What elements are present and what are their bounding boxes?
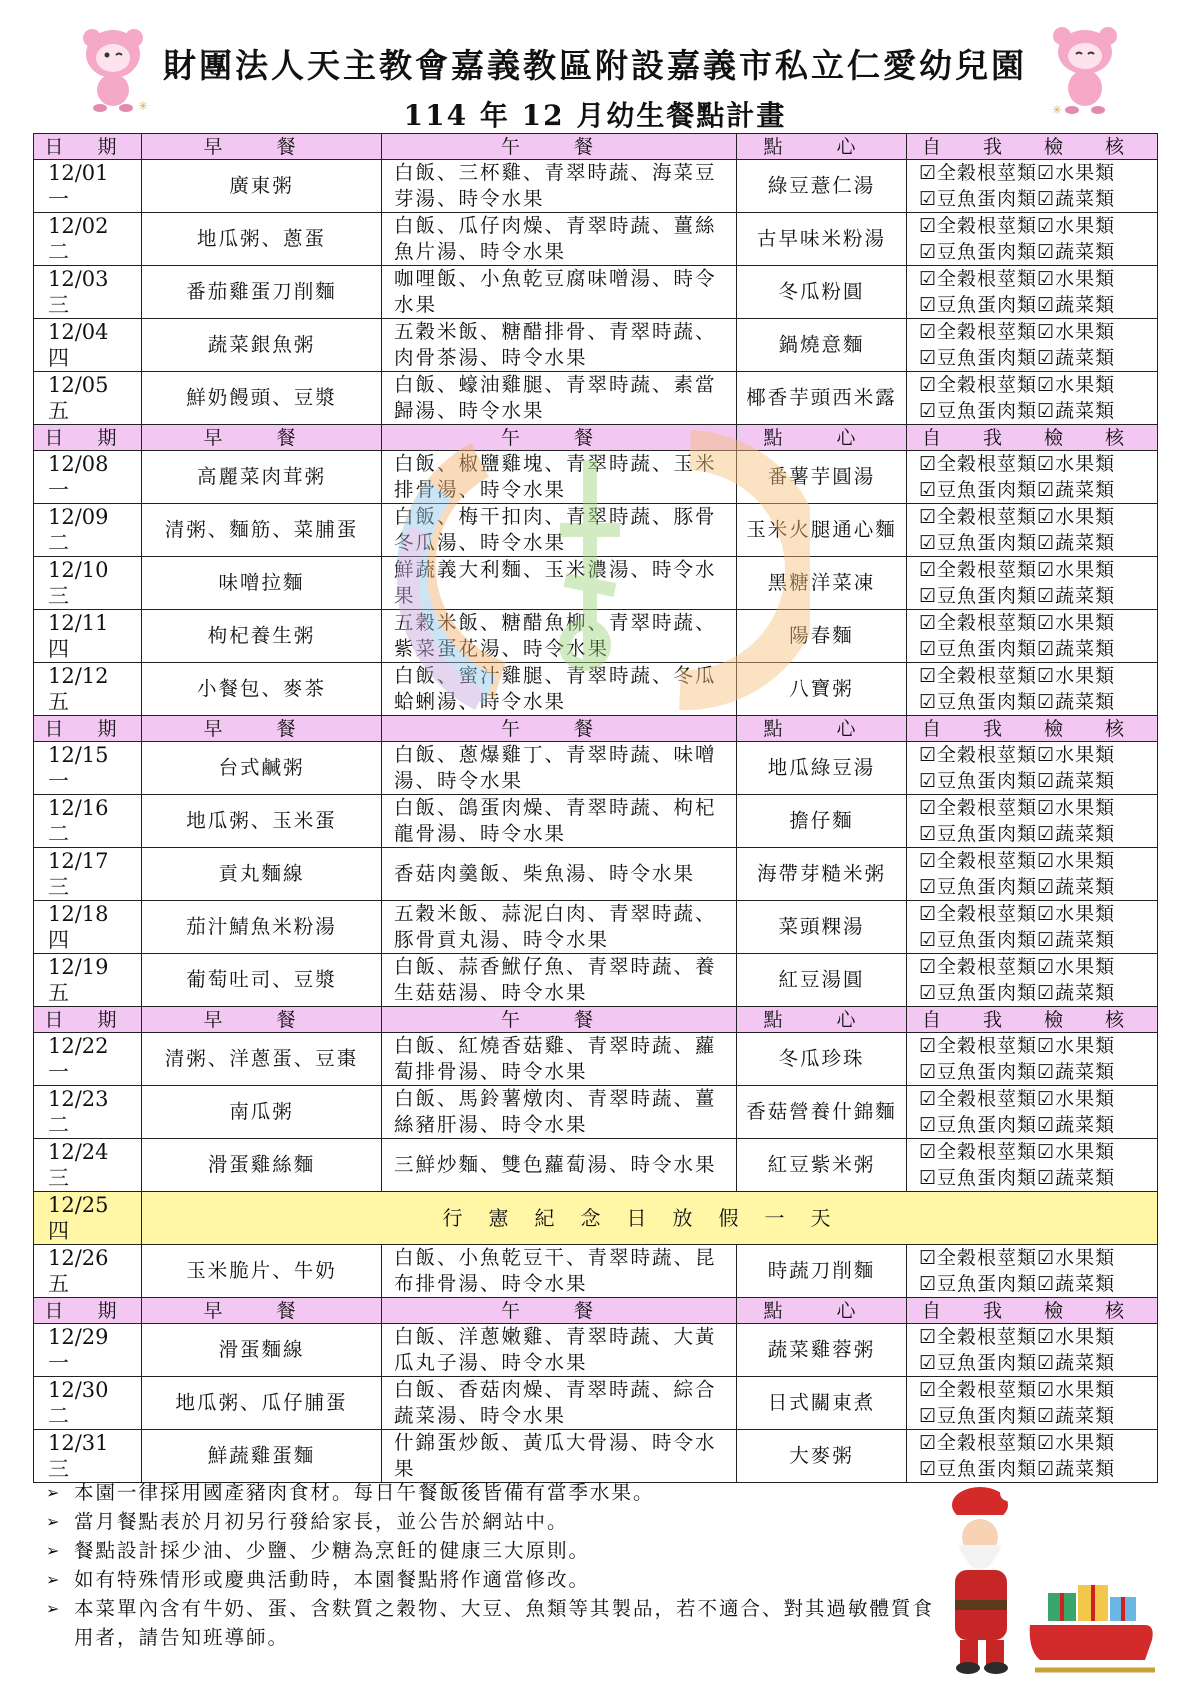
header-breakfast [142,1298,382,1324]
check-line-protein-veg: ☑豆魚蛋肉類☑蔬菜類 [919,1458,1116,1480]
self-check-cell [907,901,1158,954]
self-check-cell [907,1033,1158,1086]
self-check-cell [907,1086,1158,1139]
table-row [34,1086,1158,1139]
date-cell: 12/26 五 [34,1245,142,1298]
header-date [34,425,142,451]
snack-cell: 地瓜綠豆湯 [737,742,907,795]
breakfast-cell: 鮮奶饅頭、豆漿 [142,372,382,425]
header-lunch [382,134,737,160]
snack-cell: 玉米火腿通心麵 [737,504,907,557]
header-lunch-label: 午 餐 [500,426,618,449]
date-cell: 12/17 三 [34,848,142,901]
table-header-row [34,425,1158,451]
check-line-protein-veg: ☑豆魚蛋肉類☑蔬菜類 [919,532,1116,554]
note-text: 本菜單內含有牛奶、蛋、含麩質之穀物、大豆、魚類等其製品，若不適合、對其過敏體質食用者，請告知班導師。 [74,1597,935,1649]
note-item [46,1565,946,1594]
lunch-cell: 三鮮炒麵、雙色蘿蔔湯、時令水果 [382,1139,737,1192]
check-line-protein-veg: ☑豆魚蛋肉類☑蔬菜類 [919,1167,1116,1189]
table-row [34,160,1158,213]
lunch-cell: 白飯、瓜仔肉燥、青翠時蔬、薑絲魚片湯、時令水果 [382,213,737,266]
date-cell: 12/02 二 [34,213,142,266]
table-row [34,213,1158,266]
note-item [46,1536,946,1565]
date-cell: 12/12 五 [34,663,142,716]
arrow-bullet-icon: ➢ [46,1541,62,1560]
check-line-protein-veg: ☑豆魚蛋肉類☑蔬菜類 [919,638,1116,660]
header-date [34,134,142,160]
date-cell: 12/31 三 [34,1430,142,1483]
header-breakfast [142,1007,382,1033]
date-cell: 12/22 一 [34,1033,142,1086]
self-check-cell [907,213,1158,266]
self-check-cell [907,610,1158,663]
self-check-cell [907,795,1158,848]
breakfast-cell: 台式鹹粥 [142,742,382,795]
check-line-protein-veg: ☑豆魚蛋肉類☑蔬菜類 [919,982,1116,1004]
snack-cell: 冬瓜粉圓 [737,266,907,319]
header-snack-label: 點 心 [763,1299,880,1322]
check-line-protein-veg: ☑豆魚蛋肉類☑蔬菜類 [919,347,1116,369]
table-row [34,451,1158,504]
header-check [907,1007,1158,1033]
date-cell: 12/11 四 [34,610,142,663]
breakfast-cell: 味噌拉麵 [142,557,382,610]
header-date-label: 日 期 [44,426,131,449]
pink-sheep-mascot-icon [1050,24,1120,116]
date-cell: 12/04 四 [34,319,142,372]
breakfast-cell: 清粥、洋蔥蛋、豆棗 [142,1033,382,1086]
check-line-grains-fruit: ☑全穀根莖類☑水果類 [919,1035,1116,1057]
header-snack [737,1298,907,1324]
check-line-grains-fruit: ☑全穀根莖類☑水果類 [919,612,1116,634]
date-cell: 12/09 二 [34,504,142,557]
snack-cell: 菜頭粿湯 [737,901,907,954]
breakfast-cell: 滑蛋雞絲麵 [142,1139,382,1192]
plan-title: 114 年 12 月幼生餐點計畫 [403,99,787,132]
header-snack [737,425,907,451]
self-check-cell [907,1245,1158,1298]
page-header [0,0,1190,135]
lunch-cell: 白飯、鴿蛋肉燥、青翠時蔬、枸杞龍骨湯、時令水果 [382,795,737,848]
header-lunch [382,425,737,451]
lunch-cell: 五穀米飯、糖醋魚柳、青翠時蔬、紫菜蛋花湯、時令水果 [382,610,737,663]
table-row [34,372,1158,425]
header-check [907,425,1158,451]
header-snack-label: 點 心 [763,1008,880,1031]
lunch-cell: 咖哩飯、小魚乾豆腐味噌湯、時令水果 [382,266,737,319]
check-line-grains-fruit: ☑全穀根莖類☑水果類 [919,1141,1116,1163]
date-cell: 12/08 一 [34,451,142,504]
snack-cell: 日式關東煮 [737,1377,907,1430]
holiday-text-cell: 行憲紀念日放假一天 [142,1192,1158,1245]
check-line-grains-fruit: ☑全穀根莖類☑水果類 [919,559,1116,581]
snack-cell: 冬瓜珍珠 [737,1033,907,1086]
header-breakfast-label: 早 餐 [203,717,320,740]
table-header-row [34,1298,1158,1324]
header-snack-label: 點 心 [763,717,880,740]
table-row [34,610,1158,663]
check-line-grains-fruit: ☑全穀根莖類☑水果類 [919,506,1116,528]
lunch-cell: 什錦蛋炒飯、黃瓜大骨湯、時令水果 [382,1430,737,1483]
header-breakfast [142,716,382,742]
breakfast-cell: 貢丸麵線 [142,848,382,901]
date-cell: 12/05 五 [34,372,142,425]
table-row [34,1033,1158,1086]
header-breakfast [142,134,382,160]
table-row [34,504,1158,557]
header-lunch-label: 午 餐 [500,135,618,158]
header-lunch [382,1298,737,1324]
breakfast-cell: 蔬菜銀魚粥 [142,319,382,372]
snack-cell: 椰香芋頭西米露 [737,372,907,425]
arrow-bullet-icon: ➢ [46,1512,62,1531]
breakfast-cell: 枸杞養生粥 [142,610,382,663]
table-row [34,901,1158,954]
breakfast-cell: 高麗菜肉茸粥 [142,451,382,504]
header-date [34,1007,142,1033]
check-line-protein-veg: ☑豆魚蛋肉類☑蔬菜類 [919,691,1116,713]
date-cell: 12/01 一 [34,160,142,213]
lunch-cell: 五穀米飯、蒜泥白肉、青翠時蔬、豚骨貢丸湯、時令水果 [382,901,737,954]
check-line-grains-fruit: ☑全穀根莖類☑水果類 [919,1379,1116,1401]
snack-cell: 時蔬刀削麵 [737,1245,907,1298]
notes-list [46,1478,946,1652]
header-date-label: 日 期 [44,1008,131,1031]
header-lunch-label: 午 餐 [500,1008,618,1031]
header-date-label: 日 期 [44,717,131,740]
menu-table [33,133,1158,1483]
date-cell: 12/30 二 [34,1377,142,1430]
header-breakfast-label: 早 餐 [203,426,320,449]
breakfast-cell: 葡萄吐司、豆漿 [142,954,382,1007]
snack-cell: 古早味米粉湯 [737,213,907,266]
lunch-cell: 白飯、蒜香鮲仔魚、青翠時蔬、養生菇菇湯、時令水果 [382,954,737,1007]
check-line-protein-veg: ☑豆魚蛋肉類☑蔬菜類 [919,1061,1116,1083]
header-date [34,1298,142,1324]
lunch-cell: 白飯、紅燒香菇雞、青翠時蔬、蘿蔔排骨湯、時令水果 [382,1033,737,1086]
snack-cell: 大麥粥 [737,1430,907,1483]
header-breakfast-label: 早 餐 [203,1299,320,1322]
header-lunch [382,1007,737,1033]
breakfast-cell: 小餐包、麥茶 [142,663,382,716]
breakfast-cell: 玉米脆片、牛奶 [142,1245,382,1298]
header-check [907,1298,1158,1324]
table-row [34,266,1158,319]
lunch-cell: 白飯、蜜汁雞腿、青翠時蔬、冬瓜蛤蜊湯、時令水果 [382,663,737,716]
header-check-label: 自 我 檢 核 [921,1299,1143,1322]
svg-text:✳: ✳ [138,99,148,112]
header-snack [737,716,907,742]
lunch-cell: 白飯、香菇肉燥、青翠時蔬、綜合蔬菜湯、時令水果 [382,1377,737,1430]
lunch-cell: 白飯、椒鹽雞塊、青翠時蔬、玉米排骨湯、時令水果 [382,451,737,504]
snack-cell: 綠豆薏仁湯 [737,160,907,213]
check-line-grains-fruit: ☑全穀根莖類☑水果類 [919,215,1116,237]
lunch-cell: 鮮蔬義大利麵、玉米濃湯、時令水果 [382,557,737,610]
note-text: 餐點設計採少油、少鹽、少糖為烹飪的健康三大原則。 [74,1539,591,1562]
self-check-cell [907,1139,1158,1192]
check-line-grains-fruit: ☑全穀根莖類☑水果類 [919,162,1116,184]
lunch-cell: 五穀米飯、糖醋排骨、青翠時蔬、肉骨茶湯、時令水果 [382,319,737,372]
org-title: 財團法人天主教會嘉義教區附設嘉義市私立仁愛幼兒園 [163,46,1027,85]
date-cell: 12/15 一 [34,742,142,795]
breakfast-cell: 地瓜粥、瓜仔脯蛋 [142,1377,382,1430]
self-check-cell [907,319,1158,372]
snack-cell: 蔬菜雞蓉粥 [737,1324,907,1377]
check-line-protein-veg: ☑豆魚蛋肉類☑蔬菜類 [919,1405,1116,1427]
check-line-protein-veg: ☑豆魚蛋肉類☑蔬菜類 [919,241,1116,263]
self-check-cell [907,954,1158,1007]
lunch-cell: 香菇肉羹飯、柴魚湯、時令水果 [382,848,737,901]
snack-cell: 香菇營養什錦麵 [737,1086,907,1139]
lunch-cell: 白飯、馬鈴薯燉肉、青翠時蔬、薑絲豬肝湯、時令水果 [382,1086,737,1139]
check-line-protein-veg: ☑豆魚蛋肉類☑蔬菜類 [919,585,1116,607]
self-check-cell [907,557,1158,610]
note-item [46,1507,946,1536]
snack-cell: 紅豆紫米粥 [737,1139,907,1192]
check-line-grains-fruit: ☑全穀根莖類☑水果類 [919,1326,1116,1348]
table-row [34,1324,1158,1377]
snack-cell: 陽春麵 [737,610,907,663]
snack-cell: 番薯芋圓湯 [737,451,907,504]
self-check-cell [907,160,1158,213]
breakfast-cell: 廣東粥 [142,160,382,213]
header-lunch-label: 午 餐 [500,717,618,740]
date-cell: 12/24 三 [34,1139,142,1192]
note-text: 如有特殊情形或慶典活動時，本園餐點將作適當修改。 [74,1568,591,1591]
note-text: 當月餐點表於月初另行發給家長，並公告於網站中。 [74,1510,569,1533]
breakfast-cell: 番茄雞蛋刀削麵 [142,266,382,319]
header-lunch-label: 午 餐 [500,1299,618,1322]
header-check-label: 自 我 檢 核 [921,1008,1143,1031]
lunch-cell: 白飯、洋蔥嫩雞、青翠時蔬、大黃瓜丸子湯、時令水果 [382,1324,737,1377]
check-line-protein-veg: ☑豆魚蛋肉類☑蔬菜類 [919,188,1116,210]
check-line-grains-fruit: ☑全穀根莖類☑水果類 [919,1432,1116,1454]
check-line-protein-veg: ☑豆魚蛋肉類☑蔬菜類 [919,823,1116,845]
header-snack [737,1007,907,1033]
header-check-label: 自 我 檢 核 [921,717,1143,740]
header-date-label: 日 期 [44,1299,131,1322]
check-line-protein-veg: ☑豆魚蛋肉類☑蔬菜類 [919,400,1116,422]
header-check [907,716,1158,742]
lunch-cell: 白飯、蠔油雞腿、青翠時蔬、素當歸湯、時令水果 [382,372,737,425]
header-check [907,134,1158,160]
lunch-cell: 白飯、蔥爆雞丁、青翠時蔬、味噌湯、時令水果 [382,742,737,795]
self-check-cell [907,372,1158,425]
breakfast-cell: 滑蛋麵線 [142,1324,382,1377]
table-row [34,742,1158,795]
table-row [34,795,1158,848]
check-line-grains-fruit: ☑全穀根莖類☑水果類 [919,321,1116,343]
check-line-protein-veg: ☑豆魚蛋肉類☑蔬菜類 [919,479,1116,501]
table-row [34,1377,1158,1430]
table-row [34,1139,1158,1192]
check-line-grains-fruit: ☑全穀根莖類☑水果類 [919,374,1116,396]
check-line-protein-veg: ☑豆魚蛋肉類☑蔬菜類 [919,876,1116,898]
header-check-label: 自 我 檢 核 [921,135,1143,158]
header-snack-label: 點 心 [763,426,880,449]
table-row [34,848,1158,901]
check-line-grains-fruit: ☑全穀根莖類☑水果類 [919,453,1116,475]
check-line-grains-fruit: ☑全穀根莖類☑水果類 [919,744,1116,766]
check-line-grains-fruit: ☑全穀根莖類☑水果類 [919,665,1116,687]
date-cell: 12/29 一 [34,1324,142,1377]
self-check-cell [907,848,1158,901]
table-row [34,663,1158,716]
check-line-grains-fruit: ☑全穀根莖類☑水果類 [919,797,1116,819]
note-item [46,1478,946,1507]
date-cell: 12/03 三 [34,266,142,319]
table-header-row [34,1007,1158,1033]
check-line-grains-fruit: ☑全穀根莖類☑水果類 [919,903,1116,925]
table-row [34,557,1158,610]
check-line-grains-fruit: ☑全穀根莖類☑水果類 [919,268,1116,290]
snack-cell: 擔仔麵 [737,795,907,848]
header-breakfast-label: 早 餐 [203,1008,320,1031]
check-line-grains-fruit: ☑全穀根莖類☑水果類 [919,1247,1116,1269]
header-breakfast-label: 早 餐 [203,135,320,158]
breakfast-cell: 清粥、麵筋、菜脯蛋 [142,504,382,557]
check-line-protein-veg: ☑豆魚蛋肉類☑蔬菜類 [919,1114,1116,1136]
date-cell: 12/23 二 [34,1086,142,1139]
check-line-protein-veg: ☑豆魚蛋肉類☑蔬菜類 [919,294,1116,316]
lunch-cell: 白飯、梅干扣肉、青翠時蔬、豚骨冬瓜湯、時令水果 [382,504,737,557]
self-check-cell [907,663,1158,716]
snack-cell: 紅豆湯圓 [737,954,907,1007]
check-line-protein-veg: ☑豆魚蛋肉類☑蔬菜類 [919,1273,1116,1295]
self-check-cell [907,742,1158,795]
header-snack-label: 點 心 [763,135,880,158]
breakfast-cell: 茄汁鯖魚米粉湯 [142,901,382,954]
table-row [34,319,1158,372]
date-cell: 12/19 五 [34,954,142,1007]
arrow-bullet-icon: ➢ [46,1483,62,1502]
santa-sleigh-icon [930,1475,1160,1675]
date-cell: 12/10 三 [34,557,142,610]
note-text: 本園一律採用國產豬肉食材。每日午餐飯後皆備有當季水果。 [74,1481,655,1504]
table-row [34,954,1158,1007]
lunch-cell: 白飯、小魚乾豆干、青翠時蔬、昆布排骨湯、時令水果 [382,1245,737,1298]
lunch-cell: 白飯、三杯雞、青翠時蔬、海菜豆芽湯、時令水果 [382,160,737,213]
arrow-bullet-icon: ➢ [46,1570,62,1589]
header-date [34,716,142,742]
self-check-cell [907,1324,1158,1377]
check-line-grains-fruit: ☑全穀根莖類☑水果類 [919,1088,1116,1110]
check-line-protein-veg: ☑豆魚蛋肉類☑蔬菜類 [919,1352,1116,1374]
header-breakfast [142,425,382,451]
holiday-row [34,1192,1158,1245]
breakfast-cell: 地瓜粥、玉米蛋 [142,795,382,848]
breakfast-cell: 南瓜粥 [142,1086,382,1139]
header-date-label: 日 期 [44,135,131,158]
breakfast-cell: 地瓜粥、蔥蛋 [142,213,382,266]
snack-cell: 黑糖洋菜凍 [737,557,907,610]
svg-text:✳: ✳ [1052,103,1063,116]
header-lunch [382,716,737,742]
date-cell: 12/16 二 [34,795,142,848]
header-snack [737,134,907,160]
holiday-date-cell: 12/25 四 [34,1192,142,1245]
snack-cell: 八寶粥 [737,663,907,716]
note-item [46,1594,946,1652]
breakfast-cell: 鮮蔬雞蛋麵 [142,1430,382,1483]
table-header-row [34,716,1158,742]
check-line-protein-veg: ☑豆魚蛋肉類☑蔬菜類 [919,929,1116,951]
table-row [34,1245,1158,1298]
date-cell: 12/18 四 [34,901,142,954]
self-check-cell [907,451,1158,504]
self-check-cell [907,504,1158,557]
check-line-grains-fruit: ☑全穀根莖類☑水果類 [919,850,1116,872]
check-line-protein-veg: ☑豆魚蛋肉類☑蔬菜類 [919,770,1116,792]
self-check-cell [907,1377,1158,1430]
snack-cell: 鍋燒意麵 [737,319,907,372]
table-header-row [34,134,1158,160]
arrow-bullet-icon: ➢ [46,1599,62,1618]
header-check-label: 自 我 檢 核 [921,426,1143,449]
self-check-cell [907,266,1158,319]
check-line-grains-fruit: ☑全穀根莖類☑水果類 [919,956,1116,978]
snack-cell: 海帶芽糙米粥 [737,848,907,901]
